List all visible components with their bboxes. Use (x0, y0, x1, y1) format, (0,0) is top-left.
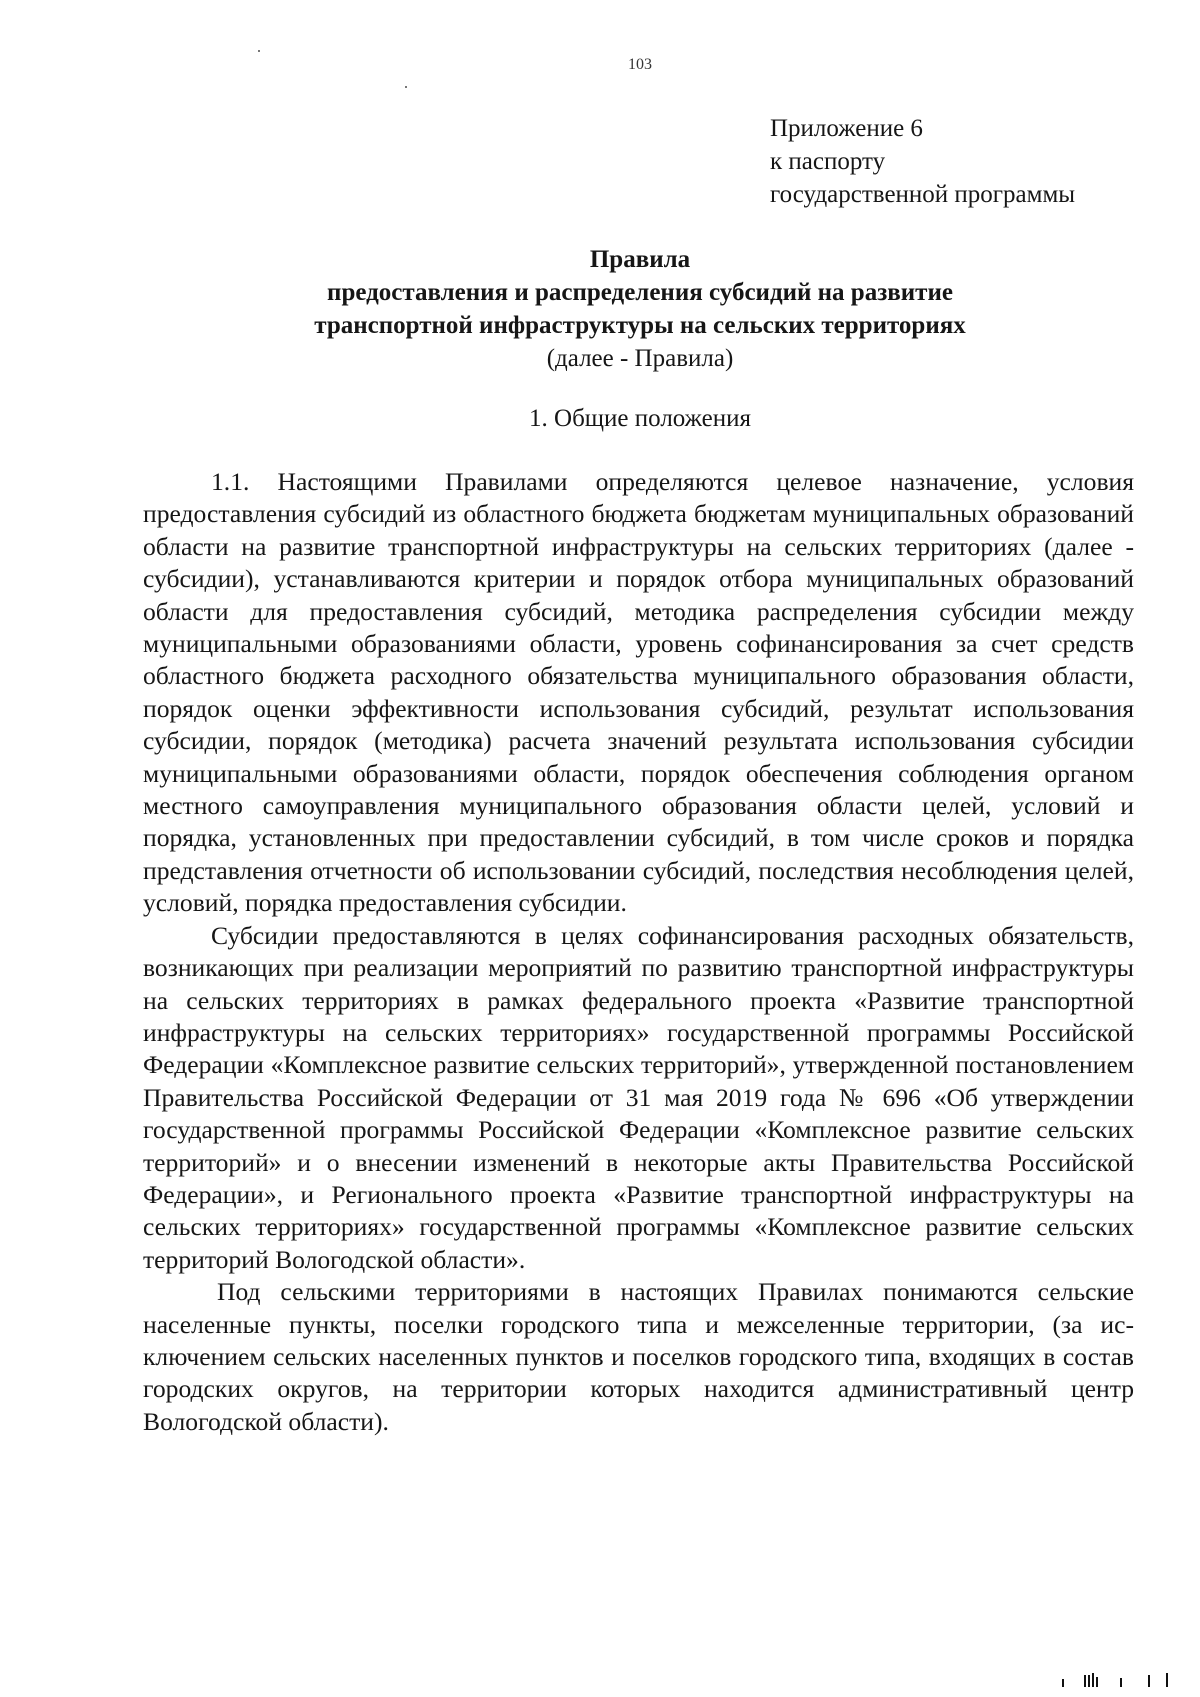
title-line: транспортной инфраструктуры на сельских территориях (314, 312, 966, 339)
body-text (143, 466, 1134, 1438)
attachment-line: к паспорту (770, 148, 886, 175)
document-title (145, 243, 1135, 375)
page-number: 103 (628, 56, 652, 73)
title-subtitle: (далее - Правила) (546, 345, 734, 372)
attachment-note (770, 112, 1075, 211)
attachment-line: государственной программы (770, 181, 1076, 208)
paragraph: 1.1. Настоящими Правилами определяются целевое назначение, условия предоставления субсидий из областного бюджета бюджетам муниципальных образований области на развитие транспортной инфраструктуры на сельских территориях (далее - субсидии), устанавливаются критерии и порядок отбора муниципальных образований области для предоставления субсидий, методика распределения субсидии между муниципальными образованиями области, уровень софинансирования за счет средств областного бюджета расходного обязательства муниципального образования области, порядок оценки эффективности использования субсидий, результат использования субсидии, порядок (методика) расчета значений результата использования субсидии муниципальными образованиями области, порядок обеспечения соблюдения органом местного самоуправления муниципального образования области целей, условий и порядка, установленных при предоставлении субсидий, в том числе сроков и порядка представления отчетности об использовании субсидий, последствия несоблюдения целей, условий, порядка предоставления субсидии. (143, 467, 1134, 918)
section-heading: 1. Общие положения (529, 405, 751, 432)
scan-speck (405, 86, 407, 88)
title-line: Правила (589, 246, 691, 273)
paragraph: Под сельскими территориями в настоящих Правилах понимаются сельские населенные пункты, поселки городского типа и межселенные территории, (за исключением сельских населенных пунктов и поселков городского типа, входящих в состав городских округов, на территории которых находится административный центр Вологодской области). (143, 1277, 1134, 1436)
scan-speck (258, 50, 260, 52)
title-line: предоставления и распределения субсидий на развитие (327, 279, 953, 306)
attachment-line: Приложение 6 (770, 115, 923, 142)
paragraph: Субсидии предоставляются в целях софинансирования расходных обязательств, возникающих при реализации мероприятий по развитию транспортной инфраструктуры на сельских территориях в рамках федерального проекта «Развитие транспортной инфраструктуры на сельских территориях» государственной программы Российской Федерации «Комплексное развитие сельских территорий», утвержденной постановлением Правительства Российской Федерации от 31 мая 2019 года № 696 «Об утверждении государственной программы Российской Федерации «Комплексное развитие сельских территорий» и о внесении изменений в некоторые акты Правительства Российской Федерации», и Регионального проекта «Развитие транспортной инфраструктуры на сельских территориях» государственной программы «Комплексное развитие сельских территорий Вологодской области». (143, 920, 1134, 1274)
scan-edge-marks (1062, 1671, 1182, 1687)
